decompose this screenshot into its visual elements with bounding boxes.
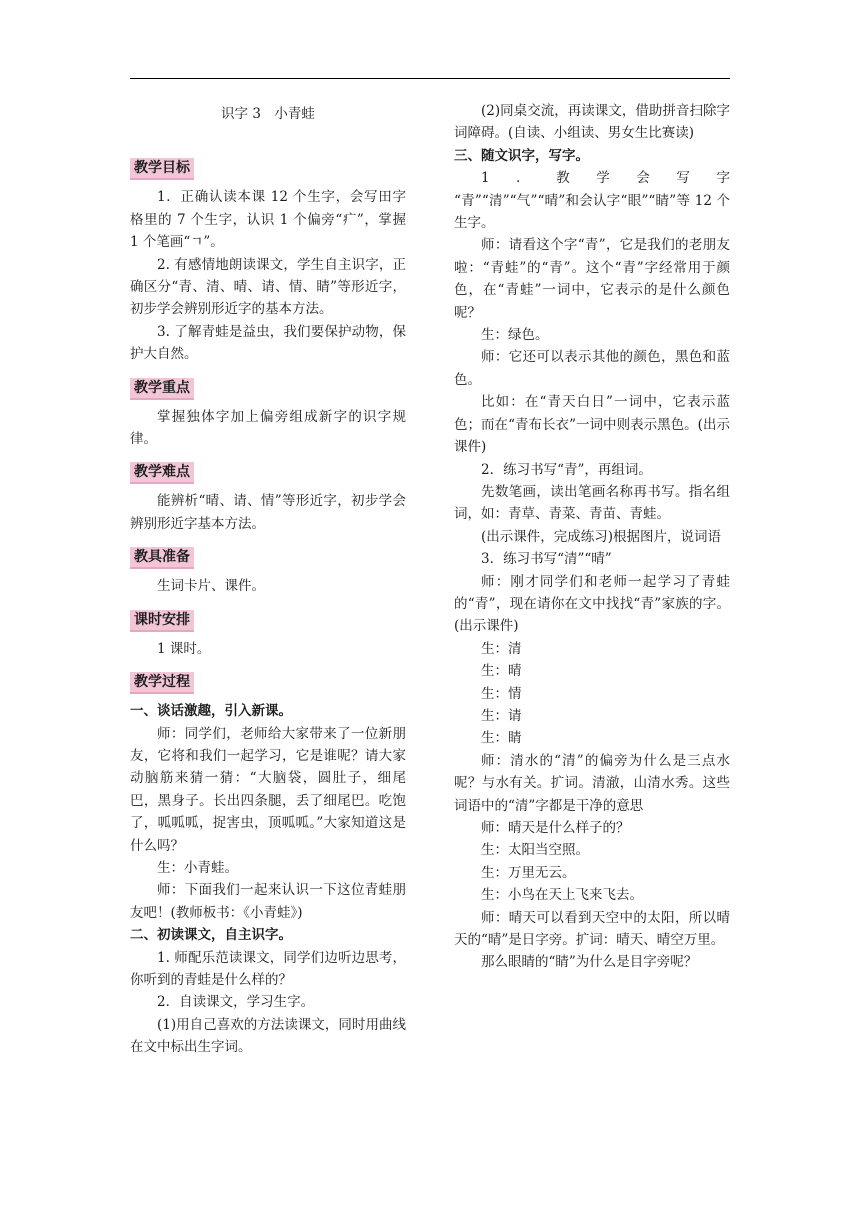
heading-difficulties: 教学难点 [130,462,194,484]
right-para-17: 师：清水的“清”的偏旁为什么是三点水呢？与水有关。扩词。清澈，山清水秀。这些词语中的“清”字都是干净的意思 [454,752,730,814]
schedule-text: 1 课时。 [157,640,211,657]
heading-teaching-goals: 教学目标 [130,158,194,180]
right-para-2a: 1．教学会写字 [481,170,730,187]
right-para-1: (2)同桌交流，再读课文，借助拼音扫除字词障碍。(自读、小组读、男女生比赛读) [454,103,730,142]
goal-1: 1．正确认读本课 12 个生字，会写田字格里的 7 个生字，认识 1 个偏旁“疒”，掌握 1 个笔画“ㄱ”。 [130,189,406,251]
heading-key-points: 教学重点 [130,378,194,400]
section-2-para-1: 1. 师配乐范读课文，同学们边听边思考，你听到的青蛙是什么样的？ [130,949,406,988]
right-para-15: 生：请 [481,707,522,724]
goal-3: 3. 了解青蛙是益虫，我们要保护动物，保护大自然。 [130,323,406,363]
lesson-title: 识字 3 小青蛙 [221,106,315,122]
right-para-18: 师：晴天是什么样子的？ [481,820,630,836]
right-para-20: 生：万里无云。 [481,864,576,881]
right-column [454,100,730,974]
right-para-2b: “青”“清”“气”“晴”和会认字“眼”“睛”等 12 个生字。 [454,192,730,232]
right-para-14: 生：情 [481,685,522,702]
top-rule [130,78,730,79]
difficulties-text: 能辨析“晴、请、情”等形近字，初步学会辨别形近字基本方法。 [130,493,406,532]
section-1-para-2: 生：小青蛙。 [157,859,238,876]
section-2-title: 二、初读课文，自主识字。 [130,927,292,944]
heading-schedule: 课时安排 [130,610,194,632]
right-para-13: 生：晴 [481,663,522,680]
left-column [130,100,406,1059]
section-2-para-3: (1)用自己喜欢的方法读课文，同时用曲线在文中标出生字词。 [130,1016,406,1056]
section-1-para-1: 师：同学们，老师给大家带来了一位新朋友，它将和我们一起学习，它是谁呢？请大家动脑筋来猜一猜：“大脑袋，圆肚子，细尾巴，黑身子。长出四条腿，丢了细尾巴。吃饱了，呱呱呱，捉害虫，顶呱呱。”大家知道这是什么吗？ [130,725,406,854]
right-para-11: 师：刚才同学们和老师一起学习了青蛙的“青”，现在请你在文中找找“青”家族的字。(出示课件) [454,573,730,635]
section-1-title: 一、谈话激趣，引入新课。 [130,703,292,720]
goal-2: 2. 有感情地朗读课文，学生自主识字，正确区分“青、清、晴、请、情、睛”等形近字，初步学会辨别形近字的基本方法。 [130,256,406,318]
right-para-3: 师：请看这个字“青”，它是我们的老朋友啦：“青蛙”的“青”。这个“青”字经常用于颜色，在“青蛙”一词中，它表示的是什么颜色呢？ [454,237,730,321]
right-para-23: 那么眼睛的“睛”为什么是目字旁呢？ [481,954,698,971]
right-para-9: (出示课件，完成练习)根据图片，说词语 [481,528,722,545]
right-para-21: 生：小鸟在天上飞来飞去。 [481,887,643,904]
right-para-6: 比如：在“青天白日”一词中，它表示蓝色；而在“青布长衣”一词中则表示黑色。(出示课件) [454,394,730,456]
right-para-5: 师：它还可以表示其他的颜色，黑色和蓝色。 [454,349,730,388]
right-para-16: 生：睛 [481,730,522,747]
right-para-12: 生：清 [481,640,522,657]
right-para-19: 生：太阳当空照。 [481,842,589,859]
right-para-22: 师：晴天可以看到天空中的太阳，所以晴天的“晴”是日字旁。扩词：晴天、晴空万里。 [454,909,730,949]
right-para-4: 生：绿色。 [481,327,549,344]
heading-tools: 教具准备 [130,547,194,569]
section-2-para-2: 2．自读课文，学习生字。 [157,994,315,1011]
section-3-title: 三、随文识字，写字。 [454,147,589,164]
heading-process: 教学过程 [130,672,194,694]
key-points-text: 掌握独体字加上偏旁组成新字的识字规律。 [130,408,406,448]
right-para-7: 2．练习书写“青”，再组词。 [481,461,652,478]
tools-text: 生词卡片、课件。 [157,578,265,595]
right-para-8: 先数笔画，读出笔画名称再书写。指名组词，如：青草、青菜、青苗、青蛙。 [454,483,730,523]
right-para-10: 3．练习书写“清”“晴” [481,551,612,568]
section-1-para-3: 师：下面我们一起来认识一下这位青蛙朋友吧！(教师板书：《小青蛙》) [130,882,406,921]
